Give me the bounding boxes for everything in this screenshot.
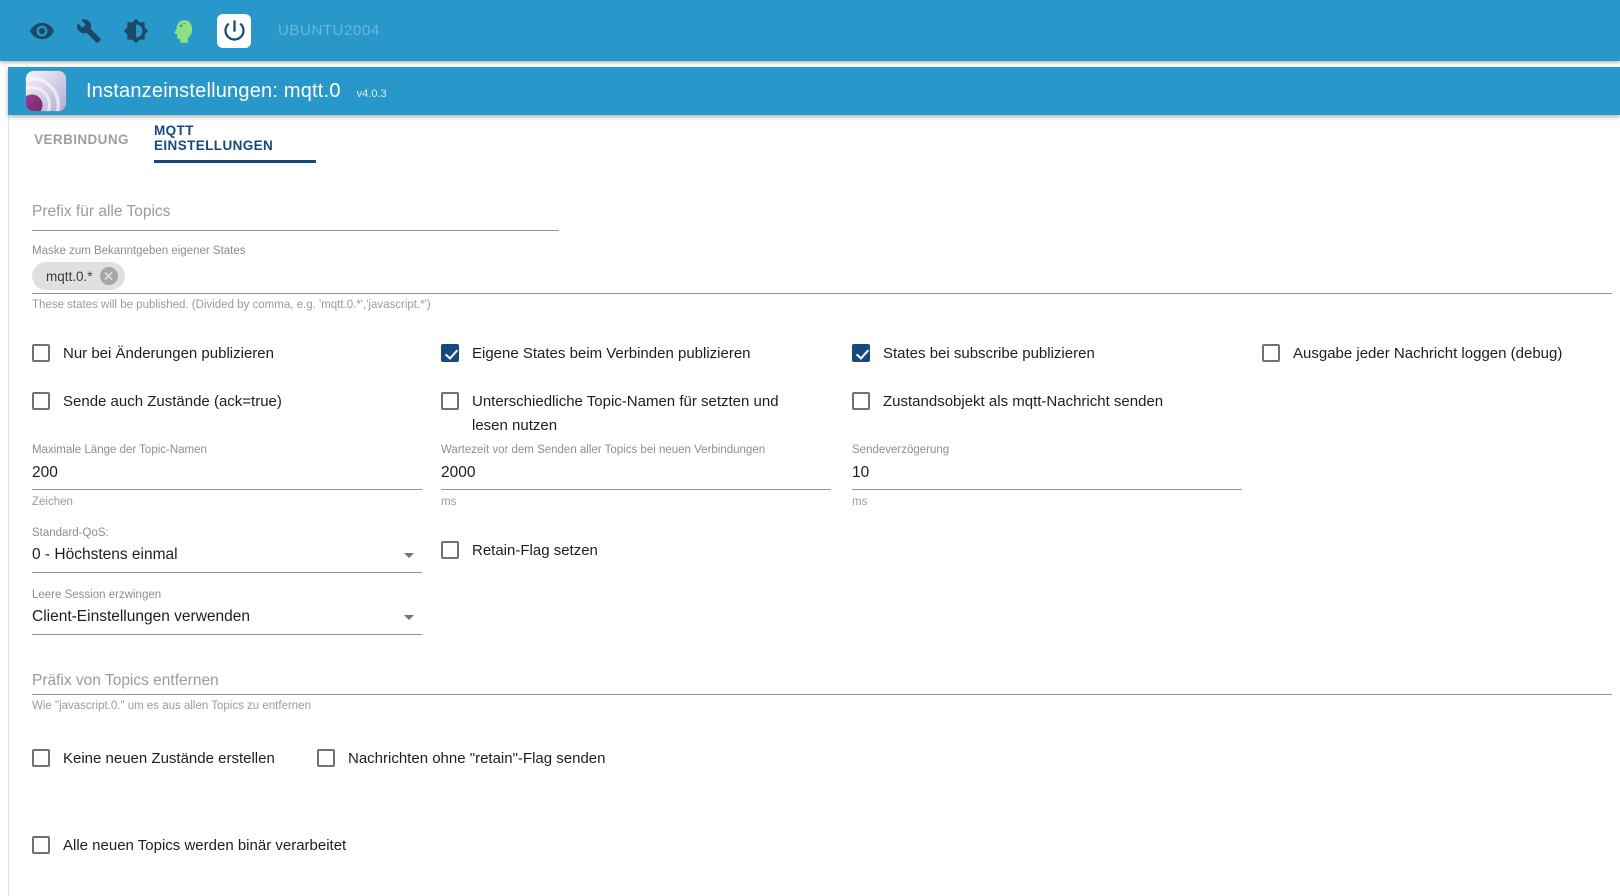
mqtt-adapter-logo — [25, 70, 67, 112]
chip-delete-icon[interactable]: ✕ — [100, 267, 118, 285]
checkbox-row-2 — [32, 390, 1620, 438]
session-value: Client-Einstellungen verwenden — [32, 608, 250, 625]
checkbox-binary-topics[interactable] — [32, 834, 1620, 858]
max-topic-length-input[interactable]: 200 — [32, 464, 58, 481]
qos-label: Standard-QoS: — [32, 527, 109, 539]
checkbox-label: Eigene States beim Verbinden publizieren — [472, 345, 751, 362]
checkbox-label: Ausgabe jeder Nachricht loggen (debug) — [1293, 345, 1563, 362]
tab-bar — [9, 115, 1620, 163]
checkbox-box[interactable] — [852, 344, 870, 362]
mask-label: Maske zum Bekanntgeben eigener States — [32, 245, 246, 257]
chip-row — [32, 262, 1612, 290]
checkbox-different-topic-names[interactable] — [441, 390, 852, 438]
send-wait-label: Wartezeit vor dem Senden aller Topics bei neuen Verbindungen — [441, 444, 766, 456]
checkbox-row-1 — [32, 342, 1620, 366]
adapter-version: v4.0.3 — [356, 87, 387, 100]
qos-value: 0 - Höchstens einmal — [32, 546, 178, 563]
send-wait-field — [441, 443, 831, 508]
checkbox-label: Nur bei Änderungen publizieren — [63, 345, 274, 362]
retain-wrap — [441, 539, 1620, 573]
checkbox-box[interactable] — [317, 749, 335, 767]
checkbox-label: Alle neuen Topics werden binär verarbeitet — [63, 837, 347, 854]
remove-prefix-field[interactable] — [32, 672, 1612, 695]
checkbox-retain-flag[interactable] — [441, 539, 1620, 563]
checkbox-box[interactable] — [441, 541, 459, 559]
brightness-icon[interactable] — [123, 18, 149, 44]
checkbox-state-object-as-message[interactable] — [852, 390, 1262, 438]
app-toolbar — [0, 0, 1620, 61]
max-topic-length-unit: Zeichen — [32, 496, 73, 508]
session-row — [32, 589, 1620, 635]
mask-field[interactable] — [32, 245, 1612, 294]
send-wait-input[interactable]: 2000 — [441, 464, 476, 481]
checkbox-label: Zustandsobjekt als mqtt-Nachricht senden — [883, 393, 1164, 410]
eye-icon[interactable] — [29, 18, 55, 44]
checkbox-publish-on-subscribe[interactable] — [852, 342, 1262, 366]
send-delay-input[interactable]: 10 — [852, 464, 870, 481]
tab-mqtt-einstellungen[interactable]: MQTT EINSTELLUNGEN — [154, 115, 316, 163]
session-label: Leere Session erzwingen — [32, 589, 162, 601]
dropdown-arrow-icon — [404, 553, 414, 558]
host-label: UBUNTU2004 — [278, 22, 380, 39]
max-topic-length-label: Maximale Länge der Topic-Namen — [32, 444, 207, 456]
send-delay-unit: ms — [852, 496, 868, 508]
send-delay-field — [852, 443, 1242, 508]
number-inputs-row — [32, 443, 1620, 508]
checkbox-box[interactable] — [852, 392, 870, 410]
dialog-header — [8, 67, 1620, 115]
checkbox-no-retain-flag[interactable] — [317, 747, 641, 771]
mask-helper: These states will be published. (Divided by comma, e.g. 'mqtt.0.*','javascript.*') — [32, 299, 431, 311]
checkbox-row-4 — [32, 834, 1620, 858]
dropdown-arrow-icon — [404, 615, 414, 620]
wrench-icon[interactable] — [76, 18, 102, 44]
max-topic-length-field — [32, 443, 422, 508]
checkbox-only-changes[interactable] — [32, 342, 441, 366]
checkbox-row-3 — [32, 747, 1620, 771]
checkbox-label: Keine neuen Zustände erstellen — [63, 750, 275, 767]
remove-prefix-helper: Wie "javascript.0." um es aus allen Topics zu entfernen — [32, 700, 311, 712]
checkbox-box[interactable] — [1262, 344, 1280, 362]
chip-text: mqtt.0.* — [46, 268, 93, 284]
qos-row — [32, 527, 1620, 573]
remove-prefix-label: Präfix von Topics entfernen — [32, 672, 219, 689]
iobroker-logo[interactable] — [217, 14, 251, 48]
session-select[interactable] — [32, 589, 422, 635]
checkbox-box[interactable] — [32, 392, 50, 410]
checkbox-box[interactable] — [32, 836, 50, 854]
checkbox-box[interactable] — [32, 344, 50, 362]
mask-chip[interactable] — [32, 262, 125, 290]
checkbox-debug-log[interactable] — [1262, 342, 1620, 366]
checkbox-box[interactable] — [441, 344, 459, 362]
instance-settings-dialog — [8, 67, 1620, 896]
checkbox-no-new-states[interactable] — [32, 747, 317, 771]
checkbox-send-ack-states[interactable] — [32, 390, 441, 438]
qos-select[interactable] — [32, 527, 422, 573]
assistant-icon[interactable] — [170, 18, 196, 44]
dialog-title: Instanzeinstellungen: mqtt.0 — [86, 79, 341, 102]
send-delay-label: Sendeverzögerung — [852, 444, 950, 456]
tab-verbindung[interactable]: VERBINDUNG — [34, 131, 129, 147]
checkbox-label: Retain-Flag setzen — [472, 542, 598, 559]
checkbox-label: Nachrichten ohne "retain"-Flag senden — [348, 750, 606, 767]
send-wait-unit: ms — [441, 496, 457, 508]
checkbox-box[interactable] — [32, 749, 50, 767]
checkbox-label: Sende auch Zustände (ack=true) — [63, 393, 282, 410]
checkbox-label: Unterschiedliche Topic-Namen für setzten und lesen nutzen — [472, 393, 779, 434]
checkbox-box[interactable] — [441, 392, 459, 410]
checkbox-publish-own-on-connect[interactable] — [441, 342, 852, 366]
dialog-body — [8, 115, 1620, 896]
checkbox-label: States bei subscribe publizieren — [883, 345, 1095, 362]
prefix-label: Prefix für alle Topics — [32, 203, 171, 220]
prefix-field[interactable] — [32, 203, 559, 231]
